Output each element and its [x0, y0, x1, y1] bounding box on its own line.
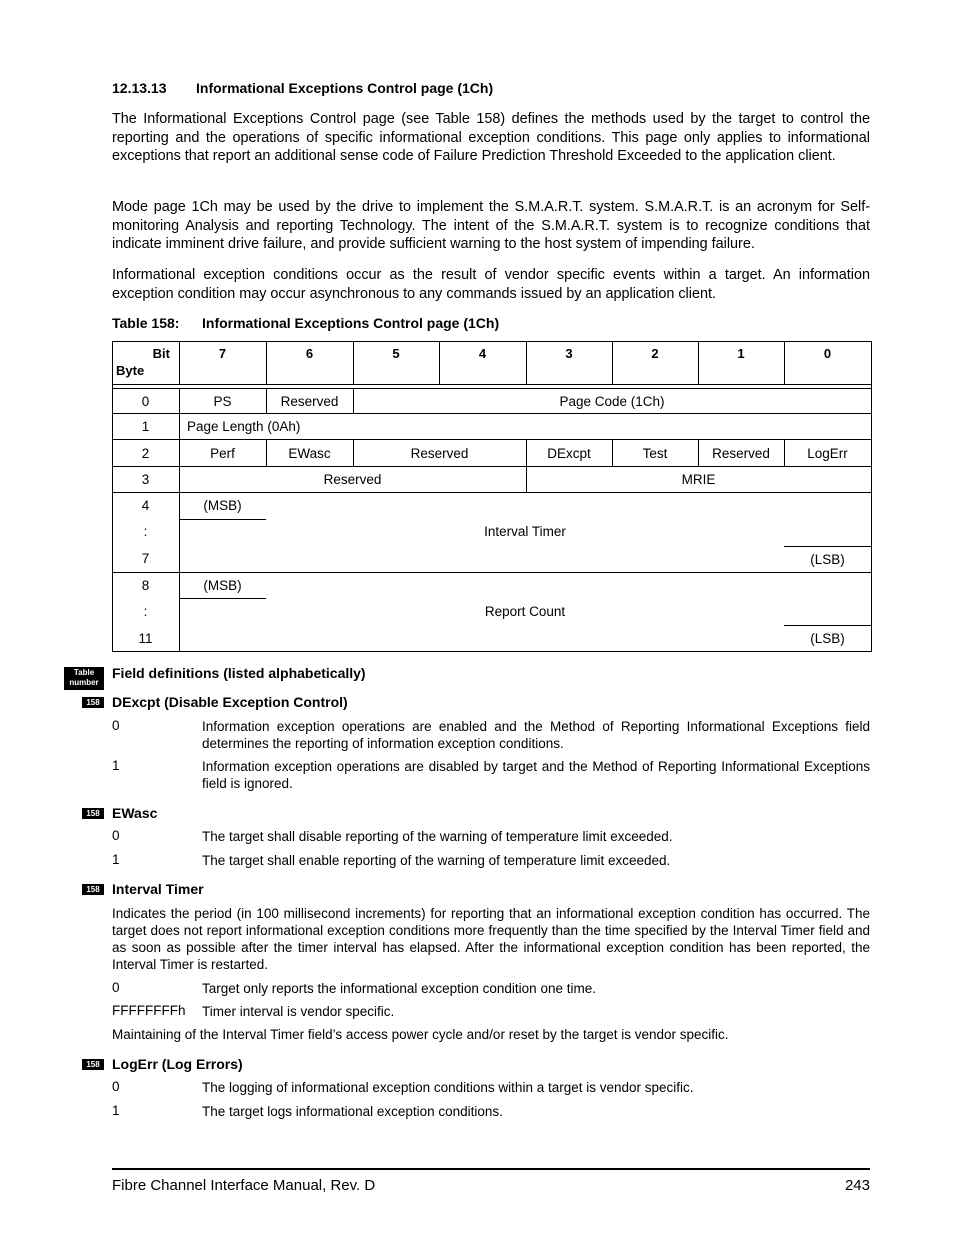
mrie-cell: MRIE: [681, 471, 716, 487]
header-bit-6: 6: [305, 345, 314, 361]
interval-timer-value-0-desc: Target only reports the informational exception condition one time.: [202, 981, 596, 996]
footer-manual-title: Fibre Channel Interface Manual, Rev. D: [112, 1177, 376, 1194]
row-0-reserved-cell: Reserved: [280, 393, 339, 409]
interval-byte-end: 7: [141, 550, 150, 566]
ewasc-value-0-label: 0: [112, 828, 120, 843]
header-bit-5: 5: [392, 345, 400, 361]
interval-timer-value-1-desc: Timer interval is vendor specific.: [202, 1004, 395, 1019]
dexcpt-value-0-desc: Information exception operations are enabled and the Method of Reporting Informational Exceptions field determines the reporting of information exception conditions.: [202, 719, 870, 751]
dexcpt-value-1-desc: Information exception operations are disabled by target and the Method of Reporting Informational Exceptions field is ignored.: [202, 759, 870, 791]
row-3-byte: 3: [141, 471, 150, 487]
ewasc-value-0-desc: The target shall disable reporting of the warning of temperature limit exceeded.: [202, 829, 673, 844]
header-bit-3: 3: [565, 345, 573, 361]
logerr-value-0-label: 0: [112, 1079, 120, 1094]
footer-rule: [112, 1168, 870, 1170]
perf-cell: Perf: [210, 445, 235, 461]
logerr-value-1-label: 1: [112, 1103, 120, 1118]
interval-timer-cell: Interval Timer: [484, 523, 566, 539]
conditions-paragraph: Informational exception conditions occur as the result of vendor specific events within a target. An information exception condition may occur asynchronous to any commands issued by an application client.: [112, 267, 870, 302]
logerr-value-1-desc: The target logs informational exception conditions.: [202, 1104, 503, 1119]
header-byte-label: Byte: [116, 362, 145, 378]
badge-line-2: number: [69, 678, 99, 687]
header-bit-label: Bit: [152, 345, 170, 361]
dexcpt-cell: DExcpt: [547, 445, 591, 461]
interval-timer-table-badge: 158: [82, 884, 104, 895]
header-bit-1: 1: [737, 345, 745, 361]
interval-msb: (MSB): [203, 497, 242, 513]
report-byte-mid: :: [143, 603, 148, 619]
page-length-cell: Page Length (0Ah): [187, 418, 301, 434]
interval-timer-value-1-label: FFFFFFFFh: [112, 1003, 186, 1018]
row-1-byte: 1: [141, 418, 150, 434]
row-2-byte: 2: [141, 445, 150, 461]
header-bit-7: 7: [218, 345, 227, 361]
ps-cell: PS: [213, 393, 232, 409]
section-title: Informational Exceptions Control page (1Ch): [196, 80, 494, 96]
smart-paragraph: Mode page 1Ch may be used by the drive to implement the S.M.A.R.T. system. S.M.A.R.T. is an acronym for Self-monitoring Analysis and reporting Technology. The intent of the S.M.A.R.T. system is to recognize conditions that indicate imminent drive failure, and provide sufficient warning to the host system of impending failure.: [112, 199, 870, 252]
interval-timer-value-0-label: 0: [112, 980, 120, 995]
interval-timer-heading: Interval Timer: [112, 881, 204, 897]
intro-paragraph: The Informational Exceptions Control page (see Table 158) defines the methods used by the target to control the reporting and the operations of specific informational exception conditions. This page only applies to informational exceptions that report an additional sense code of Failure Prediction Threshold Exceeded to the application client.: [112, 111, 870, 164]
interval-byte-mid: :: [143, 523, 148, 539]
report-count-cell: Report Count: [484, 603, 566, 619]
table-caption: [112, 315, 499, 331]
interval-byte-start: 4: [141, 497, 150, 513]
header-bit-2: 2: [651, 345, 659, 361]
page-code-cell: Page Code (1Ch): [559, 393, 665, 409]
header-bit-4: 4: [478, 345, 487, 361]
ewasc-value-1-desc: The target shall enable reporting of the warning of temperature limit exceeded.: [202, 853, 671, 868]
table-number-badge: [64, 667, 104, 690]
interval-timer-description: Indicates the period (in 100 millisecond increments) for reporting that an informational exception condition has occurred. The target does not report informational exception conditions more frequently than the time specified by the Interval Timer field and as soon as possible after the timer interval has elapsed. After the informational exception condition has been reported, the Interval Timer is restarted.: [112, 906, 870, 972]
report-msb: (MSB): [203, 577, 242, 593]
interval-timer-note: Maintaining of the Interval Timer field’s access power cycle and/or reset by the target is vendor specific.: [112, 1027, 729, 1042]
ewasc-cell: EWasc: [288, 445, 331, 461]
dexcpt-value-0-label: 0: [112, 718, 120, 733]
row-0-byte: 0: [141, 393, 150, 409]
report-byte-end: 11: [138, 630, 153, 646]
dexcpt-heading: DExcpt (Disable Exception Control): [112, 694, 348, 710]
ewasc-value-1-label: 1: [112, 852, 120, 867]
table-label: Table 158:: [112, 315, 180, 331]
row-2-reserved-cell: Reserved: [410, 445, 469, 461]
dexcpt-value-1-label: 1: [112, 758, 120, 773]
ewasc-table-badge: 158: [82, 808, 104, 819]
logerr-value-0-desc: The logging of informational exception conditions within a target is vendor specific.: [202, 1080, 694, 1095]
report-lsb: (LSB): [810, 630, 845, 646]
header-bit-0: 0: [823, 345, 832, 361]
table-title: Informational Exceptions Control page (1Ch): [202, 315, 500, 331]
section-heading: [112, 80, 493, 96]
ie-control-table: [112, 341, 872, 652]
logerr-cell: LogErr: [807, 445, 848, 461]
interval-lsb: (LSB): [810, 551, 845, 567]
test-cell: Test: [642, 445, 668, 461]
section-number: 12.13.13: [112, 80, 167, 96]
row-2-reserved2-cell: Reserved: [712, 445, 770, 461]
dexcpt-table-badge: 158: [82, 697, 104, 708]
badge-line-1: Table: [73, 668, 95, 677]
row-3-reserved-cell: Reserved: [323, 471, 382, 487]
logerr-heading: LogErr (Log Errors): [112, 1056, 243, 1072]
logerr-table-badge: 158: [82, 1059, 104, 1070]
ewasc-heading: EWasc: [112, 805, 158, 821]
footer-page-number: 243: [844, 1177, 870, 1194]
field-definitions-heading: Field definitions (listed alphabetically): [112, 665, 366, 681]
report-byte-start: 8: [141, 577, 150, 593]
